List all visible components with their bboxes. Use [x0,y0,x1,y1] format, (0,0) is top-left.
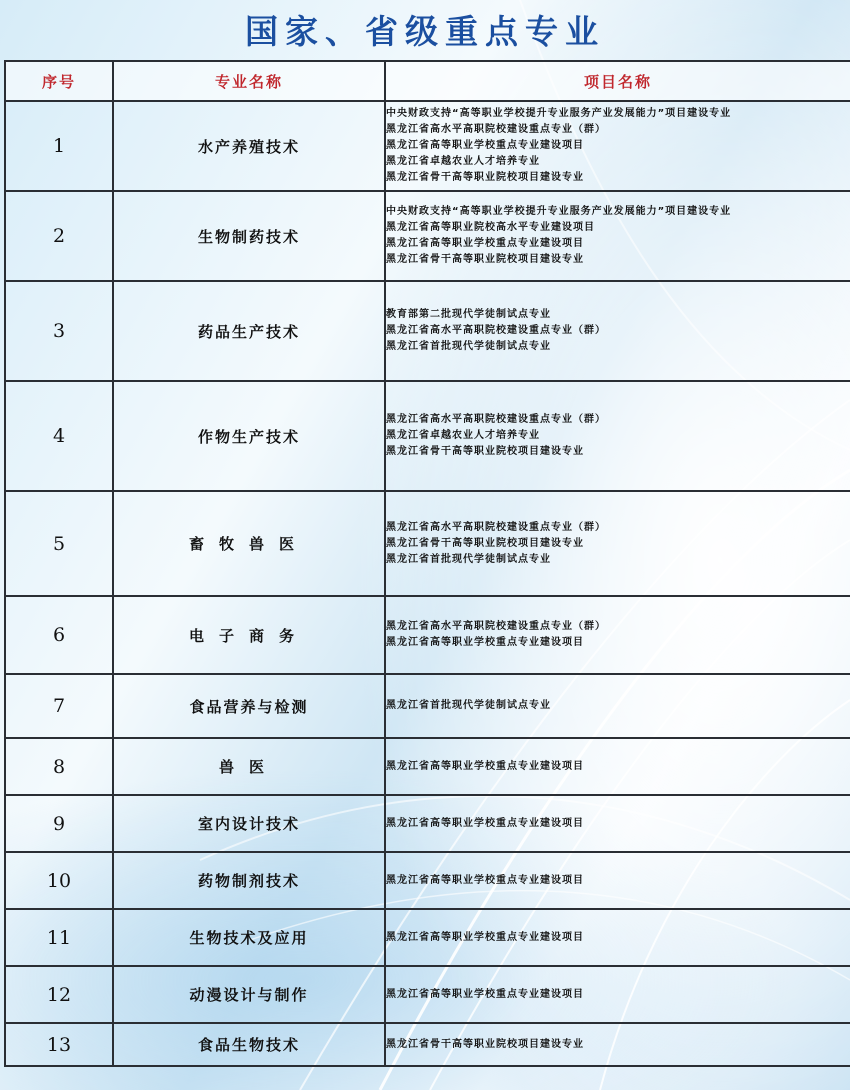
project-item: 教育部第二批现代学徒制试点专业 [386,309,551,320]
project-item: 黑龙江省高等职业学校重点专业建设项目 [386,817,584,829]
project-item: 黑龙江省高水平高职院校建设重点专业（群） [386,325,606,336]
row-index: 7 [5,674,113,738]
project-item: 黑龙江省高水平高职院校建设重点专业（群） [386,521,606,533]
project-item: 中央财政支持“高等职业学校提升专业服务产业发展能力”项目建设专业 [386,206,732,217]
table-row [5,738,850,795]
table-row [5,491,850,596]
row-major-name: 电子商务 [113,596,385,674]
row-major-name: 动漫设计与制作 [113,966,385,1023]
row-index: 6 [5,596,113,674]
project-item: 黑龙江省骨干高等职业院校项目建设专业 [386,537,584,549]
table-body [5,101,850,1066]
table-row [5,909,850,966]
row-index: 10 [5,852,113,909]
row-major-name: 生物技术及应用 [113,909,385,966]
row-project-list [385,909,850,966]
project-item: 黑龙江省骨干高等职业院校项目建设专业 [386,446,584,457]
majors-table [4,60,850,1067]
row-major-name: 药物制剂技术 [113,852,385,909]
project-item: 中央财政支持“高等职业学校提升专业服务产业发展能力”项目建设专业 [386,108,732,119]
row-major-name: 水产养殖技术 [113,101,385,191]
table-row [5,596,850,674]
table-row [5,1023,850,1066]
row-major-name: 生物制药技术 [113,191,385,281]
project-item: 黑龙江省首批现代学徒制试点专业 [386,700,551,711]
header-project: 项目名称 [385,61,850,101]
row-index: 2 [5,191,113,281]
row-project-list [385,596,850,674]
project-item: 黑龙江省高等职业学校重点专业建设项目 [386,874,584,886]
row-index: 4 [5,381,113,491]
row-project-list [385,852,850,909]
row-major-name: 兽医 [113,738,385,795]
row-project-list [385,491,850,596]
row-index: 11 [5,909,113,966]
table-row [5,381,850,491]
row-index: 13 [5,1023,113,1066]
table-row [5,795,850,852]
project-item: 黑龙江省高水平高职院校建设重点专业（群） [386,124,606,135]
row-index: 1 [5,101,113,191]
row-index: 5 [5,491,113,596]
table-row [5,101,850,191]
row-project-list [385,674,850,738]
project-item: 黑龙江省骨干高等职业院校项目建设专业 [386,172,584,183]
row-project-list [385,381,850,491]
project-item: 黑龙江省高等职业院校高水平专业建设项目 [386,222,595,233]
row-index: 3 [5,281,113,381]
row-major-name: 药品生产技术 [113,281,385,381]
row-major-name: 室内设计技术 [113,795,385,852]
row-index: 9 [5,795,113,852]
project-item: 黑龙江省卓越农业人才培养专业 [386,430,540,441]
project-item: 黑龙江省高等职业学校重点专业建设项目 [386,238,584,249]
row-major-name: 食品营养与检测 [113,674,385,738]
row-index: 12 [5,966,113,1023]
row-project-list [385,191,850,281]
row-project-list [385,795,850,852]
page-title: 国家、省级重点专业 [245,12,605,51]
table-row [5,674,850,738]
row-project-list [385,738,850,795]
project-item: 黑龙江省首批现代学徒制试点专业 [386,553,551,565]
row-project-list [385,1023,850,1066]
table-header-row [5,61,850,101]
project-item: 黑龙江省高水平高职院校建设重点专业（群） [386,621,606,632]
project-item: 黑龙江省高等职业学校重点专业建设项目 [386,140,584,151]
header-index: 序号 [5,61,113,101]
row-major-name: 作物生产技术 [113,381,385,491]
row-project-list [385,281,850,381]
header-major: 专业名称 [113,61,385,101]
project-item: 黑龙江省首批现代学徒制试点专业 [386,341,551,352]
project-item: 黑龙江省高等职业学校重点专业建设项目 [386,760,584,772]
row-index: 8 [5,738,113,795]
project-item: 黑龙江省高水平高职院校建设重点专业（群） [386,414,606,425]
table-row [5,281,850,381]
table-row [5,852,850,909]
project-item: 黑龙江省骨干高等职业院校项目建设专业 [386,1038,584,1050]
row-major-name: 食品生物技术 [113,1023,385,1066]
row-major-name: 畜牧兽医 [113,491,385,596]
project-item: 黑龙江省骨干高等职业院校项目建设专业 [386,254,584,265]
row-project-list [385,966,850,1023]
project-item: 黑龙江省高等职业学校重点专业建设项目 [386,931,584,943]
project-item: 黑龙江省高等职业学校重点专业建设项目 [386,988,584,1000]
table-row [5,966,850,1023]
table-row [5,191,850,281]
project-item: 黑龙江省高等职业学校重点专业建设项目 [386,637,584,648]
row-project-list [385,101,850,191]
project-item: 黑龙江省卓越农业人才培养专业 [386,156,540,167]
